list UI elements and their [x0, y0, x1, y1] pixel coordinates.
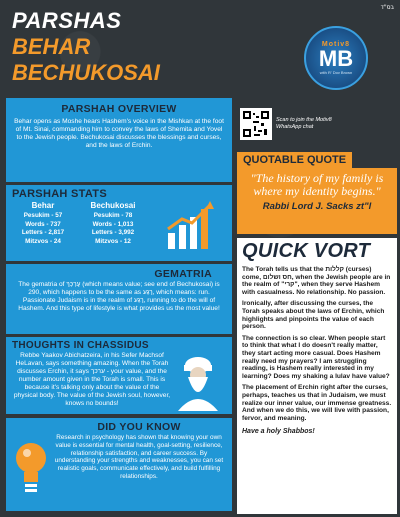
dyk-heading: DID YOU KNOW — [97, 421, 181, 433]
did-you-know-panel — [6, 418, 232, 511]
quote-text: "The history of my family is where my identity begins." — [250, 171, 384, 198]
behar-stats — [12, 201, 74, 246]
overview-heading: PARSHAH OVERVIEW — [61, 103, 177, 115]
logo-mark: MB — [318, 46, 354, 71]
title-parshas: PARSHAS — [12, 8, 122, 33]
bechukosai-stats — [82, 201, 144, 246]
behar-words: Words - 737 — [25, 220, 61, 228]
bsd-mark: בס"ד — [380, 4, 394, 11]
behar-pesukim: Pesukim - 57 — [23, 212, 63, 219]
chassidus-panel — [6, 337, 232, 414]
parshah-overview-panel — [6, 98, 232, 182]
dyk-text: Research in psychology has shown that knowing your own value is essential for mental health, goal-setting, resilience, relationship satisfaction, and career success. By understanding your strengths and weaknesses, you can set realistic goals, communicate effectively, and build fulfilling relationships. — [54, 434, 224, 480]
vort-paragraph-3: The connection is so clear. When people start to think that what I do doesn't really matter, they start acting more casual. Does Hashem really need my prayers? I am struggling reading, is Hashem really interested in my learning? Does my shaking a lulav have value? — [242, 334, 390, 380]
bechukosai-label: Bechukosai — [90, 201, 136, 210]
gematria-text: The gematria of עֶרְכְּךָ (which means value; see end of Bechukosai) is 290, which happens to be the same as רֶגַע, which means: run. Passionate Judaism is in the realm of רֶגַע, running to do the will of Hashem. And this type of lifestyle is what provides us the most value! — [18, 281, 220, 312]
bechukosai-mitzvos: Mitzvos - 12 — [95, 237, 131, 245]
rabbi-silhouette-icon — [170, 351, 226, 411]
bechukosai-words: Words - 1,013 — [92, 220, 134, 228]
quick-vort-panel — [237, 238, 397, 514]
bechukosai-letters: Letters - 3,992 — [91, 229, 135, 237]
vort-paragraph-4: The placement of Erchin right after the curses, perhaps, teaches us that in Judaism, we must realize our inner value, our immense greatness. And when we do this, we will live with passion, fervor, and meaning. — [242, 384, 392, 422]
behar-letters: Letters - 2,817 — [21, 229, 65, 237]
behar-label: Behar — [31, 201, 55, 210]
chassidus-text: Rebbe Yaakov Abichatzeira, in his Sefer Machsof HeLavan, says something amazing. When the Torah discusses Erchin, it says ערכך - your value, and the number amount given in the Torah is small. This is because it's talking only about the value of the physical body. The value of the Jewish soul, however, knows no bounds! — [13, 352, 171, 407]
overview-text: Behar opens as Moshe hears Hashem's voice in the Mishkan at the foot of Mt. Sinai, commanding him to convey the laws of Shemita and Yovel to the Jewish people. Bechukosai discusses the blessings and curses, and the laws of Erchin. — [14, 118, 224, 149]
qr-block — [240, 108, 354, 140]
growth-chart-icon — [164, 199, 218, 253]
behar-mitzvos: Mitzvos - 24 — [25, 237, 61, 245]
stats-heading: PARSHAH STATS — [12, 188, 107, 200]
vort-paragraph-2: Ironically, after discussing the curses, the Torah speaks about the laws of Erchin, which highlights and pinpoints the value of each person. — [242, 300, 385, 331]
parshah-stats-panel — [6, 185, 232, 261]
motiv8-logo — [304, 26, 368, 90]
quotable-quote-panel — [237, 168, 397, 234]
logo-brand: Motiv8 — [321, 41, 351, 48]
vort-heading: QUICK VORT — [242, 240, 371, 262]
lightbulb-icon — [10, 436, 52, 498]
gematria-panel — [6, 264, 232, 334]
vort-signoff: Have a holy Shabbos! — [242, 428, 315, 436]
quote-author: Rabbi Lord J. Sacks zt"l — [262, 201, 372, 212]
logo-tagline: with R' Dov Brown — [319, 70, 353, 75]
vort-paragraph-1: The Torah tells us that the קללות (curses) come, חס ושלום, when the Jewish people are in the realm of "קרי", when they serve Hashem with casualness. No relationship. No passion. — [242, 266, 391, 296]
bechukosai-pesukim: Pesukim - 78 — [93, 212, 133, 219]
qr-code-icon[interactable] — [240, 108, 272, 140]
title-bechukosai: BECHUKOSAI — [12, 60, 160, 85]
title-behar: BEHAR — [12, 34, 91, 59]
gematria-heading: GEMATRIA — [154, 268, 212, 280]
chassidus-heading: THOUGHTS IN CHASSIDUS — [12, 340, 149, 351]
qr-caption: Scan to join the Motiv8 WhatsApp chat — [276, 117, 332, 130]
quotable-quote-heading: QUOTABLE QUOTE — [237, 152, 352, 168]
